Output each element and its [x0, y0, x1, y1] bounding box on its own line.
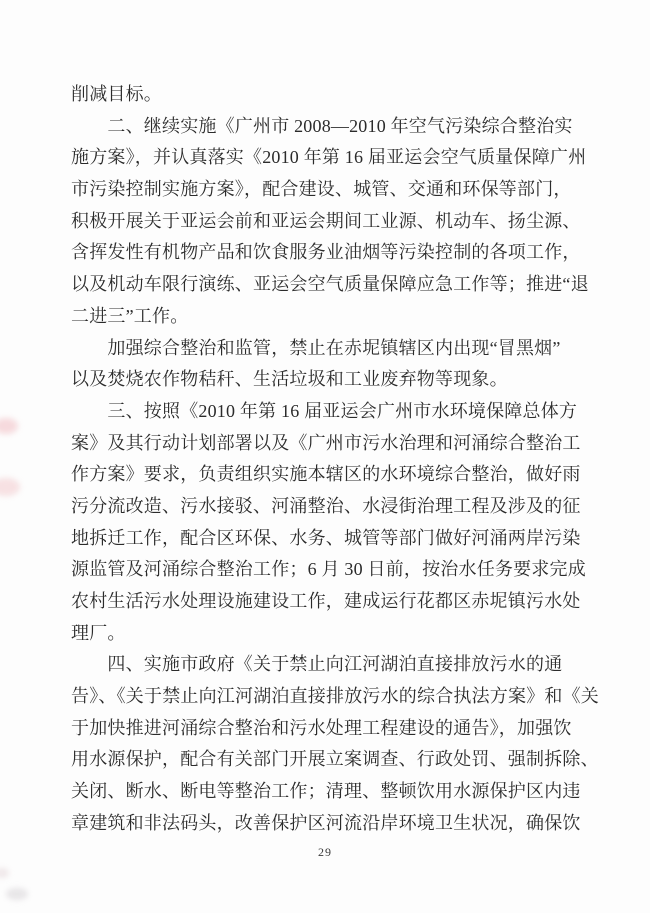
text-line: 三、按照《2010 年第 16 届亚运会广州市水环境保障总体方 [71, 400, 578, 421]
text-line: 农村生活污水处理设施建设工作，建成运行花都区赤坭镇污水处 [71, 591, 581, 611]
text-line: 以及机动车限行演练、亚运会空气质量保障应急工作等；推进“退 [71, 274, 589, 295]
text-line: 二进三”工作。 [71, 305, 189, 326]
text-line: 积极开展关于亚运会前和亚运会期间工业源、机动车、扬尘源、 [71, 210, 581, 231]
page-number: 29 [318, 845, 332, 859]
text-line: 以及焚烧农作物秸秆、生活垃圾和工业废弃物等现象。 [71, 369, 508, 390]
text-line: 施方案》，并认真落实《2010 年第 16 届亚运会空气质量保障广州 [71, 147, 587, 168]
scan-artifact [0, 418, 18, 434]
text-line: 含挥发性有机物产品和饮食服务业油烟等污染控制的各项工作， [71, 242, 581, 263]
scan-artifact [0, 868, 9, 878]
text-line: 于加快推进河涌综合整治和污水处理工程建设的通告》，加强饮 [71, 717, 572, 738]
text-line: 关闭、断水、断电等整治工作；清理、整顿饮用水源保护区内违 [71, 781, 581, 802]
text-line: 地拆迁工作，配合区环保、水务、城管等部门做好河涌两岸污染 [71, 527, 581, 548]
text-line: 加强综合整治和监管，禁止在赤坭镇辖区内出现“冒黑烟” [71, 337, 561, 358]
text-line: 削减目标。 [71, 84, 162, 104]
text-line: 告》、《关于禁止向江河湖泊直接排放污水的综合执法方案》和《关 [71, 686, 599, 707]
text-line: 二、继续实施《广州市 2008—2010 年空气污染综合整治实 [71, 115, 573, 136]
text-line: 市污染控制实施方案》，配合建设、城管、交通和环保等部门， [71, 179, 572, 200]
text-line: 理厂。 [71, 622, 126, 643]
scan-artifact [0, 478, 20, 496]
text-line: 污分流改造、污水接驳、河涌整治、水浸街治理工程及涉及的征 [71, 495, 581, 516]
text-line: 用水源保护，配合有关部门开展立案调查、行政处罚、强制拆除、 [71, 749, 599, 770]
scan-artifact [6, 888, 28, 900]
text-line: 四、实施市政府《关于禁止向江河湖泊直接排放污水的通 [71, 654, 563, 675]
document-text [71, 79, 599, 840]
text-line: 作方案》要求，负责组织实施本辖区的水环境综合整治，做好雨 [71, 464, 581, 485]
text-line: 章建筑和非法码头，改善保护区河流沿岸环境卫生状况，确保饮 [71, 812, 581, 833]
text-line: 案》及其行动计划部署以及《广州市污水治理和河涌综合整治工 [71, 432, 581, 453]
text-line: 源监管及河涌综合整治工作；6 月 30 日前，按治水任务要求完成 [71, 559, 586, 580]
